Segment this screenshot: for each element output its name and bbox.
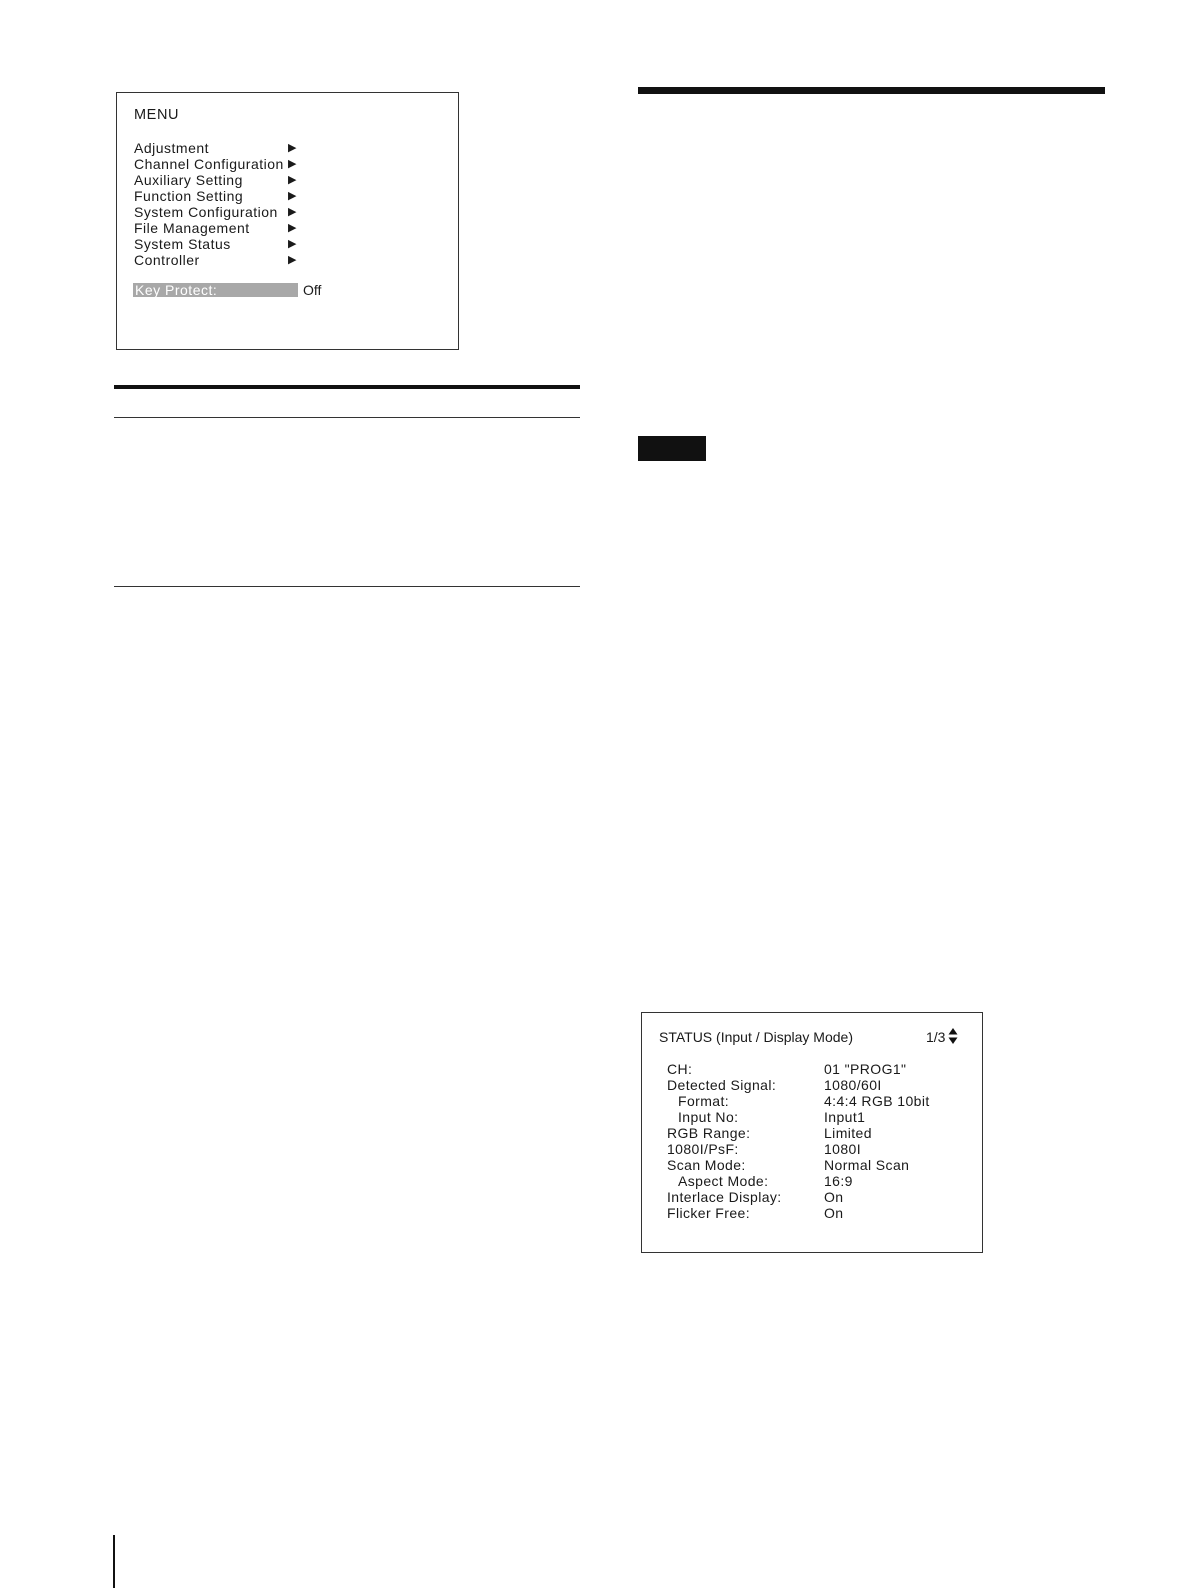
status-value: Input1 [824,1109,866,1125]
section-heading-rule [638,87,1105,94]
key-protect-label: Key Protect: [135,282,218,298]
menu-item-label: System Configuration [134,204,278,220]
submenu-arrow-icon: ▶ [288,174,297,186]
submenu-arrow-icon: ▶ [288,190,297,202]
status-key: RGB Range: [667,1125,751,1141]
status-row-interlace-display [667,1189,967,1205]
key-protect-value: Off [303,282,322,298]
status-key: Input No: [678,1109,739,1125]
status-key: Format: [678,1093,730,1109]
menu-item-adjustment[interactable] [134,140,309,156]
status-key: Aspect Mode: [678,1173,769,1189]
status-value: 01 "PROG1" [824,1061,907,1077]
status-value: 1080I [824,1141,862,1157]
status-value: On [824,1205,844,1221]
menu-item-system-configuration[interactable] [134,204,309,220]
status-value: Limited [824,1125,872,1141]
status-row-ch [667,1061,967,1077]
menu-item-label: Controller [134,252,200,268]
submenu-arrow-icon: ▶ [288,158,297,170]
submenu-arrow-icon: ▶ [288,206,297,218]
menu-item-label: Function Setting [134,188,244,204]
status-row-rgb-range [667,1125,967,1141]
status-key: 1080I/PsF: [667,1141,739,1157]
status-key: Interlace Display: [667,1189,782,1205]
menu-item-label: File Management [134,220,250,236]
status-value: On [824,1189,844,1205]
menu-item-file-management[interactable] [134,220,309,236]
submenu-arrow-icon: ▶ [288,254,297,266]
note-label-block [638,436,706,461]
table-rule [114,417,580,418]
status-value: Normal Scan [824,1157,910,1173]
status-row-flicker-free [667,1205,967,1221]
status-row-scan-mode [667,1157,967,1173]
key-protect-item[interactable] [133,283,298,297]
menu-item-function-setting[interactable] [134,188,309,204]
submenu-arrow-icon: ▶ [288,142,297,154]
menu-item-label: Channel Configuration [134,156,284,172]
submenu-arrow-icon: ▶ [288,238,297,250]
menu-screen [116,92,459,350]
status-row-aspect-mode [667,1173,967,1189]
status-title: STATUS (Input / Display Mode) [659,1029,853,1045]
section-rule-thick [114,385,580,389]
page-margin-bar [113,1535,115,1588]
table-rule [114,586,580,587]
submenu-arrow-icon: ▶ [288,222,297,234]
up-down-arrows-icon[interactable] [948,1027,958,1045]
status-key: Flicker Free: [667,1205,750,1221]
menu-item-auxiliary-setting[interactable] [134,172,309,188]
status-value: 16:9 [824,1173,853,1189]
menu-item-controller[interactable] [134,252,309,268]
status-key: Detected Signal: [667,1077,777,1093]
menu-title: MENU [134,107,180,123]
menu-item-label: Auxiliary Setting [134,172,243,188]
status-value: 4:4:4 RGB 10bit [824,1093,930,1109]
menu-item-label: Adjustment [134,140,210,156]
status-key: CH: [667,1061,693,1077]
status-screen [641,1012,983,1253]
status-key: Scan Mode: [667,1157,746,1173]
status-row-input-no [667,1109,967,1125]
status-row-1080i-psf [667,1141,967,1157]
menu-item-channel-configuration[interactable] [134,156,309,172]
status-row-detected-signal [667,1077,967,1093]
menu-item-system-status[interactable] [134,236,309,252]
status-value: 1080/60I [824,1077,882,1093]
menu-item-label: System Status [134,236,231,252]
status-row-format [667,1093,967,1109]
status-page-indicator: 1/3 [926,1029,946,1045]
